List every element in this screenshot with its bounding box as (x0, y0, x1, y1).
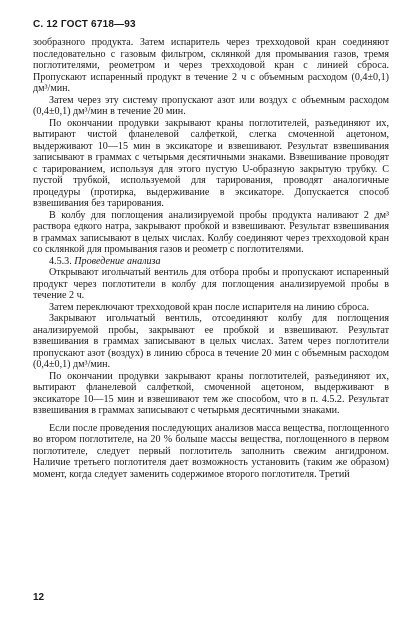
page-header: С. 12 ГОСТ 6718—93 (33, 19, 136, 30)
paragraph: По окончании продувки закрывают краны поглотителей, разъединяют их, вытирают фланелевой салфеткой, смоченной ацетоном, выдерживают в эксикаторе 10—15 мин и взвешивают тем же способом, что в п. 4.5.2. Результат взвешивания в граммах записывают с четырьмя десятичными знаками. (33, 370, 389, 416)
page-number: 12 (33, 592, 45, 603)
paragraph: Затем через эту систему пропускают азот или воздух с объемным расходом (0,4±0,1) дм³/мин в течение 20 мин. (33, 94, 389, 117)
section-heading (33, 256, 389, 268)
paragraph: Открывают игольчатый вентиль для отбора пробы и пропускают испаренный продукт через поглотители в колбу для поглощения анализируемой пробы в течение 2 ч. (33, 267, 389, 301)
section-title: Проведение анализа (74, 255, 161, 267)
paragraph-continuation: зообразного продукта. Затем испаритель через трехходовой кран соединяют последовательно с газовым фильтром, склянкой для промывания газов, тремя поглотителями, реометром и через трехходовой кран с линией сброса. Пропускают испаренный продукт в течение 2 ч с объемным расходом (0,4±0,1) дм³/мин. (33, 37, 389, 94)
section-number: 4.5.3. (49, 255, 72, 267)
document-body (33, 37, 389, 480)
paragraph: Затем переключают трехходовой кран после испарителя на линию сброса. (49, 301, 370, 313)
paragraph: По окончании продувки закрывают краны поглотителей, разъединяют их, вытирают чистой фланелевой салфеткой, слегка смоченной ацетоном, выдерживают 10—15 мин в эксикаторе и взвешивают. Результат взвешивания записывают в граммах с четырьмя десятичными знаками. Взвешивание проводят с тарированием, используя для этого пустую U-образную закрытую трубку. С пустой трубкой, используемой для тарирования, проводят аналогичные процедуры (протирка, выдерживание в эксикаторе. Допускается способ взвешивания без тарирования. (33, 117, 389, 209)
paragraph: Закрывают игольчатый вентиль, отсоединяют колбу для поглощения анализируемой пробы, закрывают ее пробкой и взвешивают. Результат взвешивания в граммах записывают в целых числах. Затем через поглотители пропускают азот (воздух) в линию сброса в течение 20 мин с объемным расходом (0,4±0,1) дм³/мин. (33, 313, 389, 370)
paragraph: Если после проведения последующих анализов масса вещества, поглощенного во втором поглотителе, на 20 % больше массы вещества, поглощенного в первом поглотителе, следует первый поглотитель заполнить свежим ангидроном. Наличие третьего поглотителя дает возможность установить (таким же образом) момент, когда следует заменить содержимое второго поглотителя. Третий (33, 422, 389, 480)
paragraph: В колбу для поглощения анализируемой пробы продукта наливают 2 дм³ раствора едкого натра, закрывают пробкой и взвешивают. Результат взвешивания в граммах записывают в целых числах. Колбу соединяют через трехходовой кран со склянкой для промывания газов и реометр с поглотителями. (33, 209, 389, 255)
